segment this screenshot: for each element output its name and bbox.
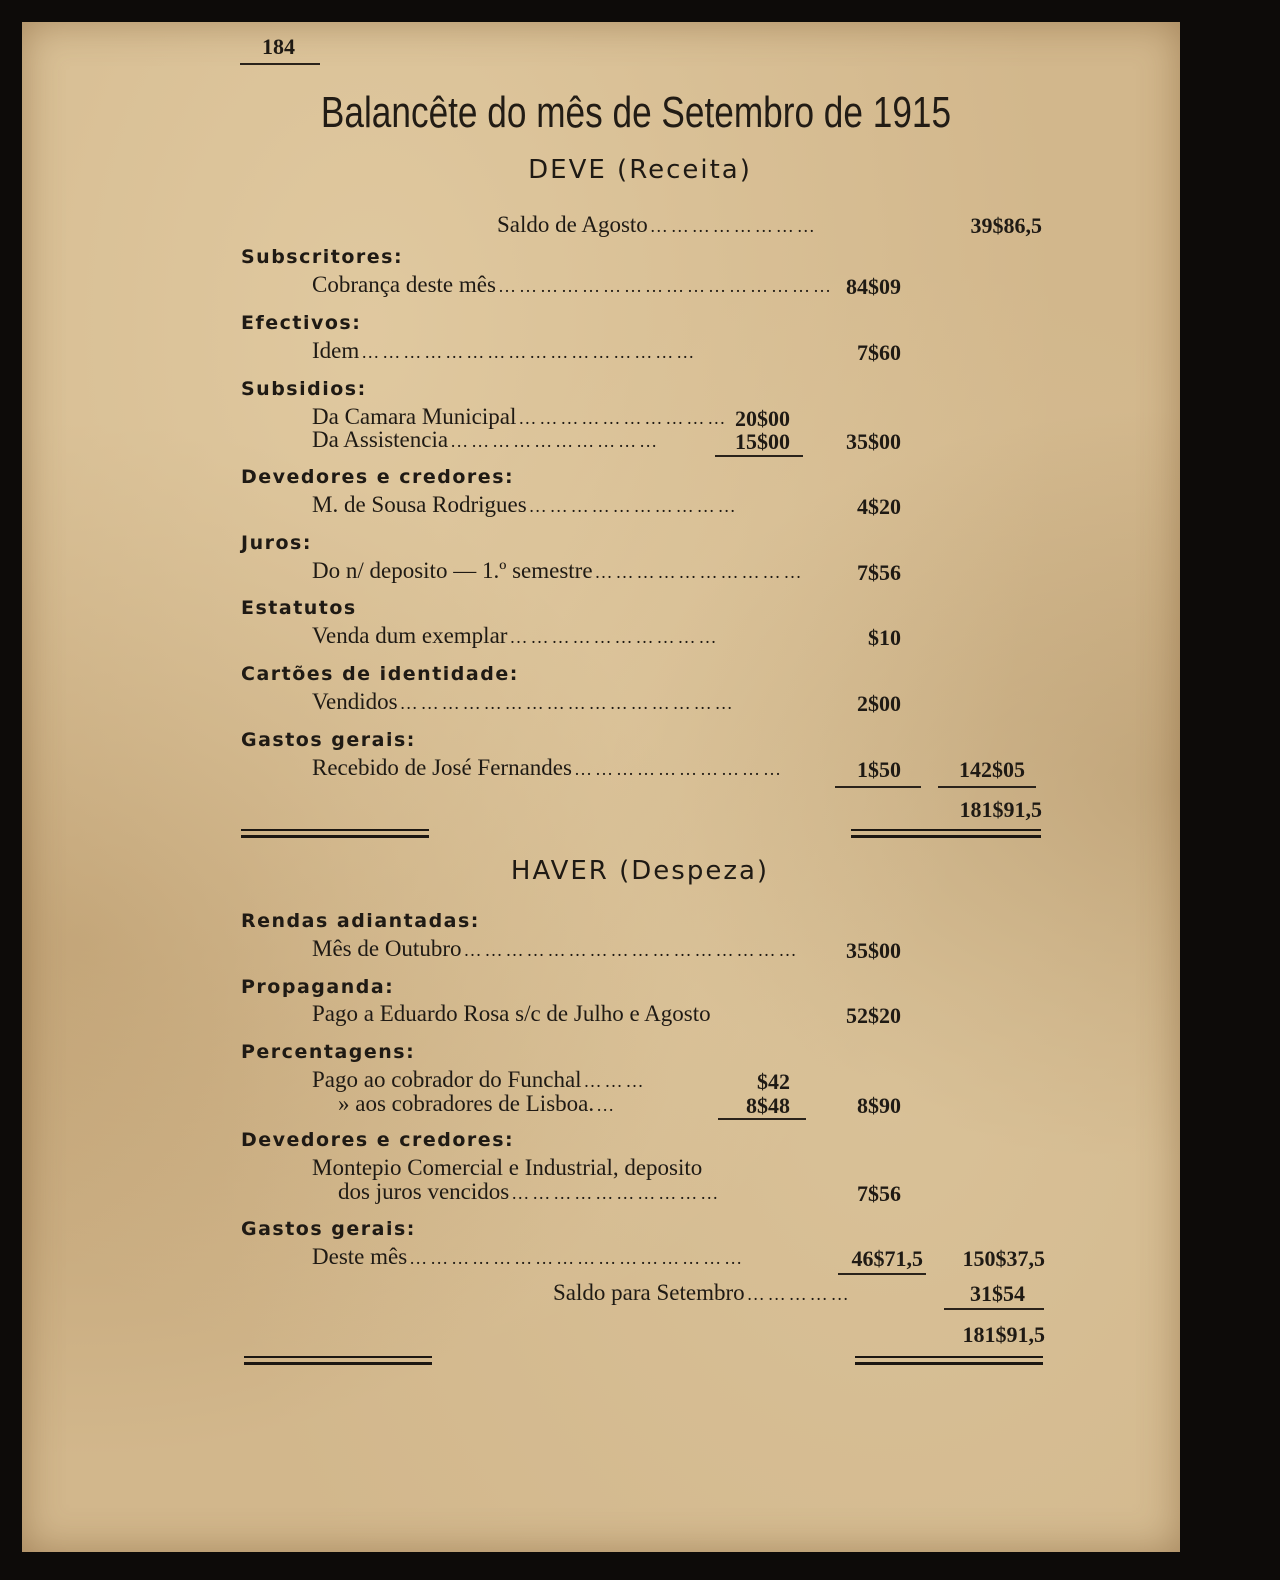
deve-row-label: Cobrança deste mês [312,272,496,297]
deve-row: Cobrança deste mês ………………………………………… [312,272,834,297]
deve-row-amount: 84$09 [846,274,901,299]
deve-opening-row: Saldo de Agosto …………………… [497,212,818,237]
haver-category-devedores: Devedores e credores: [241,1129,515,1151]
haver-row-amount: 8$90 [857,1093,901,1118]
haver-heading: HAVER (Despeza) [510,856,770,886]
deve-category-estatutos: Estatutos [241,597,357,619]
haver-row-label: Pago ao cobrador do Funchal [312,1067,582,1092]
haver-row-subamount: $42 [757,1069,790,1094]
deve-row-amount: 4$20 [857,494,901,519]
deve-row-amount: 2$00 [857,691,901,716]
double-rule-left [241,829,429,838]
deve-row: Da Assistencia ………………………… [312,427,661,452]
haver-row-label: Mês de Outubro [312,936,462,961]
subtotal-rule [715,455,803,457]
deve-row-label: Vendidos [312,689,398,714]
deve-category-devedores: Devedores e credores: [241,466,515,488]
double-rule-right [851,829,1041,838]
deve-row: Do n/ deposito — 1.º semestre ………………………… [312,558,805,583]
deve-row-label: Da Assistencia [312,427,449,452]
haver-row-amount: 46$71,5 [851,1246,923,1271]
total-rule [944,1308,1044,1310]
deve-row-label: Recebido de José Fernandes [312,755,572,780]
haver-category-propaganda: Propaganda: [241,976,395,998]
deve-grand-total: 181$91,5 [959,797,1042,822]
deve-row-amount: 7$56 [857,560,901,585]
deve-row-label: Da Camara Municipal [312,404,517,429]
haver-row: » aos cobradores de Lisboa. … [338,1091,618,1116]
total-rule [938,786,1036,788]
haver-closing-label: Saldo para Setembro [553,1280,745,1305]
haver-row-total: 150$37,5 [962,1246,1045,1271]
subtotal-rule [718,1118,806,1120]
double-rule-left [244,1356,432,1365]
deve-category-gastos: Gastos gerais: [241,729,416,751]
deve-row: Venda dum exemplar ………………………… [312,623,720,648]
haver-row-amount: 7$56 [857,1181,901,1206]
haver-row-label: Montepio Comercial e Industrial, deposito [312,1155,703,1180]
deve-category-efectivos: Efectivos: [241,312,362,334]
deve-row-label: M. de Sousa Rodrigues [312,492,527,517]
haver-row-label: dos juros vencidos [338,1179,510,1204]
double-rule-right [855,1356,1043,1365]
deve-row: Da Camara Municipal ………………………… [312,404,729,429]
haver-row [312,1155,832,1181]
deve-row: M. de Sousa Rodrigues ………………………… [312,492,739,517]
haver-row-label: » aos cobradores de Lisboa. [338,1091,595,1116]
haver-row-amount: 35$00 [846,938,901,963]
deve-row-amount: $10 [868,625,901,650]
haver-category-gastos: Gastos gerais: [241,1218,416,1240]
haver-row: Mês de Outubro ………………………………………… [312,936,800,961]
deve-row: Idem ………………………………………… [312,338,698,363]
deve-row-label: Venda dum exemplar [312,623,508,648]
haver-grand-total: 181$91,5 [962,1322,1045,1347]
deve-row-subamount: 15$00 [735,429,790,454]
deve-opening-total: 39$86,5 [970,213,1042,238]
deve-row: Recebido de José Fernandes ………………………… [312,755,784,780]
deve-row-amount: 1$50 [857,757,901,782]
haver-row-label: Deste mês [312,1244,408,1269]
haver-row: dos juros vencidos ………………………… [338,1179,722,1204]
haver-row-label: Pago a Eduardo Rosa s/c de Julho e Agosto [312,1001,711,1026]
deve-row-subamount: 20$00 [735,406,790,431]
deve-row-label: Idem [312,338,360,363]
deve-heading: DEVE (Receita) [528,155,752,185]
deve-row-label: Do n/ deposito — 1.º semestre [312,558,593,583]
haver-category-percentagens: Percentagens: [241,1041,416,1063]
haver-row-amount: 52$20 [846,1003,901,1028]
deve-row-amount: 35$00 [846,429,901,454]
haver-closing-total: 31$54 [970,1281,1025,1306]
deve-category-cartoes: Cartões de identidade: [241,663,519,685]
deve-row-amount: 7$60 [857,340,901,365]
haver-row: Pago ao cobrador do Funchal ……… [312,1067,647,1092]
deve-category-subscritores: Subscritores: [241,246,404,268]
deve-category-juros: Juros: [241,532,312,554]
page-number-underline [240,63,320,65]
haver-row-subamount: 8$48 [746,1093,790,1118]
subtotal-rule [838,1273,926,1275]
deve-opening-label: Saldo de Agosto [497,212,648,237]
haver-row: Deste mês ………………………………………… [312,1244,746,1269]
page-title: Balancête do mês de Setembro de 1915 [320,88,952,137]
subtotal-rule [835,786,921,788]
haver-category-rendas: Rendas adiantadas: [241,910,480,932]
haver-closing-row: Saldo para Setembro …………… [553,1280,852,1305]
deve-row-total: 142$05 [959,757,1025,782]
deve-row: Vendidos ………………………………………… [312,689,736,714]
deve-category-subsidios: Subsidios: [241,378,367,400]
haver-row [312,1001,807,1027]
page-number: 184 [262,34,295,59]
